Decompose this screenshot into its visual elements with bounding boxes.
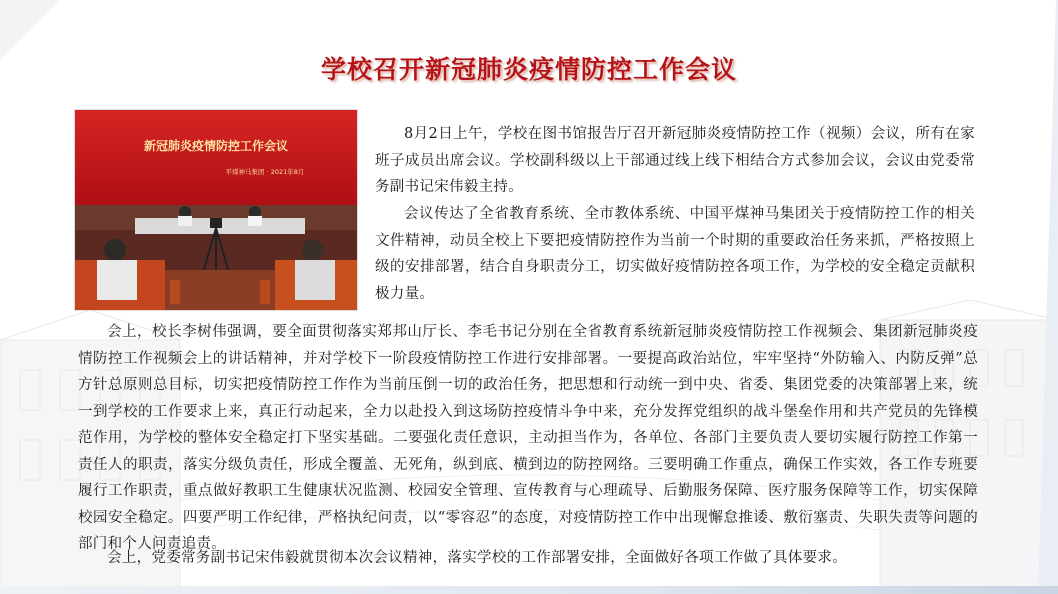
paragraph-4: 会上，党委常务副书记宋伟毅就贯彻本次会议精神，落实学校的工作部署安排，全面做好各项工作做了具体要求。 [107,550,847,566]
photo-banner-subtext: 平煤神马集团 · 2021年8月 [225,168,305,176]
paragraph-3: 会上，校长李树伟强调，要全面贯彻落实郑邦山厅长、李毛书记分别在全省教育系统新冠肺炎疫情防控工作视频会、集团新冠肺炎疫情防控工作视频会上的讲话精神，并对学校下一阶段疫情防控工作进行安排部署。一要提高政治站位，牢牢坚持“外防输入、内防反弹”总方针总原则总目标，切实把疫情防控工作作为当前压倒一切的政治任务，把思想和行动统一到中央、省委、集团党委的决策部署上来，统一到学校的工作要求上来，真正行动起来，全力以赴投入到这场防控疫情斗争中来，充分发挥党组织的战斗堡垒作用和共产党员的先锋模范作用，为学校的整体安全稳定打下坚实基础。二要强化责任意识，主动担当作为，各单位、各部门主要负责人要切实履行防控工作第一责任人的职责，落实分级负责任，形成全覆盖、无死角，纵到底、横到边的防控网络。三要明确工作重点，确保工作实效，各工作专班要履行工作职责，重点做好教职工生健康状况监测、校园安全管理、宣传教育与心理疏导、后勤服务保障、医疗服务保障等工作，切实保障校园安全稳定。四要严明工作纪律，严格执纪问责，以“零容忍”的态度，对疫情防控工作中出现懈怠推诿、敷衍塞责、失职失责等问题的部门和个人问责追责。 [78,324,978,552]
edge-decoration [1018,0,1058,594]
paragraph-1: 8月2日上午，学校在图书馆报告厅召开新冠肺炎疫情防控工作（视频）会议，所有在家班子成员出席会议。学校副科级以上干部通过线上线下相结合方式参加会议，会议由党委常务副书记宋伟毅主持。 [375,126,975,195]
photo-banner-text: 新冠肺炎疫情防控工作会议 [143,139,289,153]
paragraph-2: 会议传达了全省教育系统、全市教体系统、中国平煤神马集团关于疫情防控工作的相关文件精神，动员全校上下要把疫情防控作为当前一个时期的重要政治任务来抓，严格按照上级的安排部署，结合自身职责分工，切实做好疫情防控各项工作，为学校的安全稳定贡献积极力量。 [375,206,975,302]
bottom-band [0,586,1058,594]
meeting-photo [75,110,357,310]
page-title: 学校召开新冠肺炎疫情防控工作会议 [320,55,737,84]
